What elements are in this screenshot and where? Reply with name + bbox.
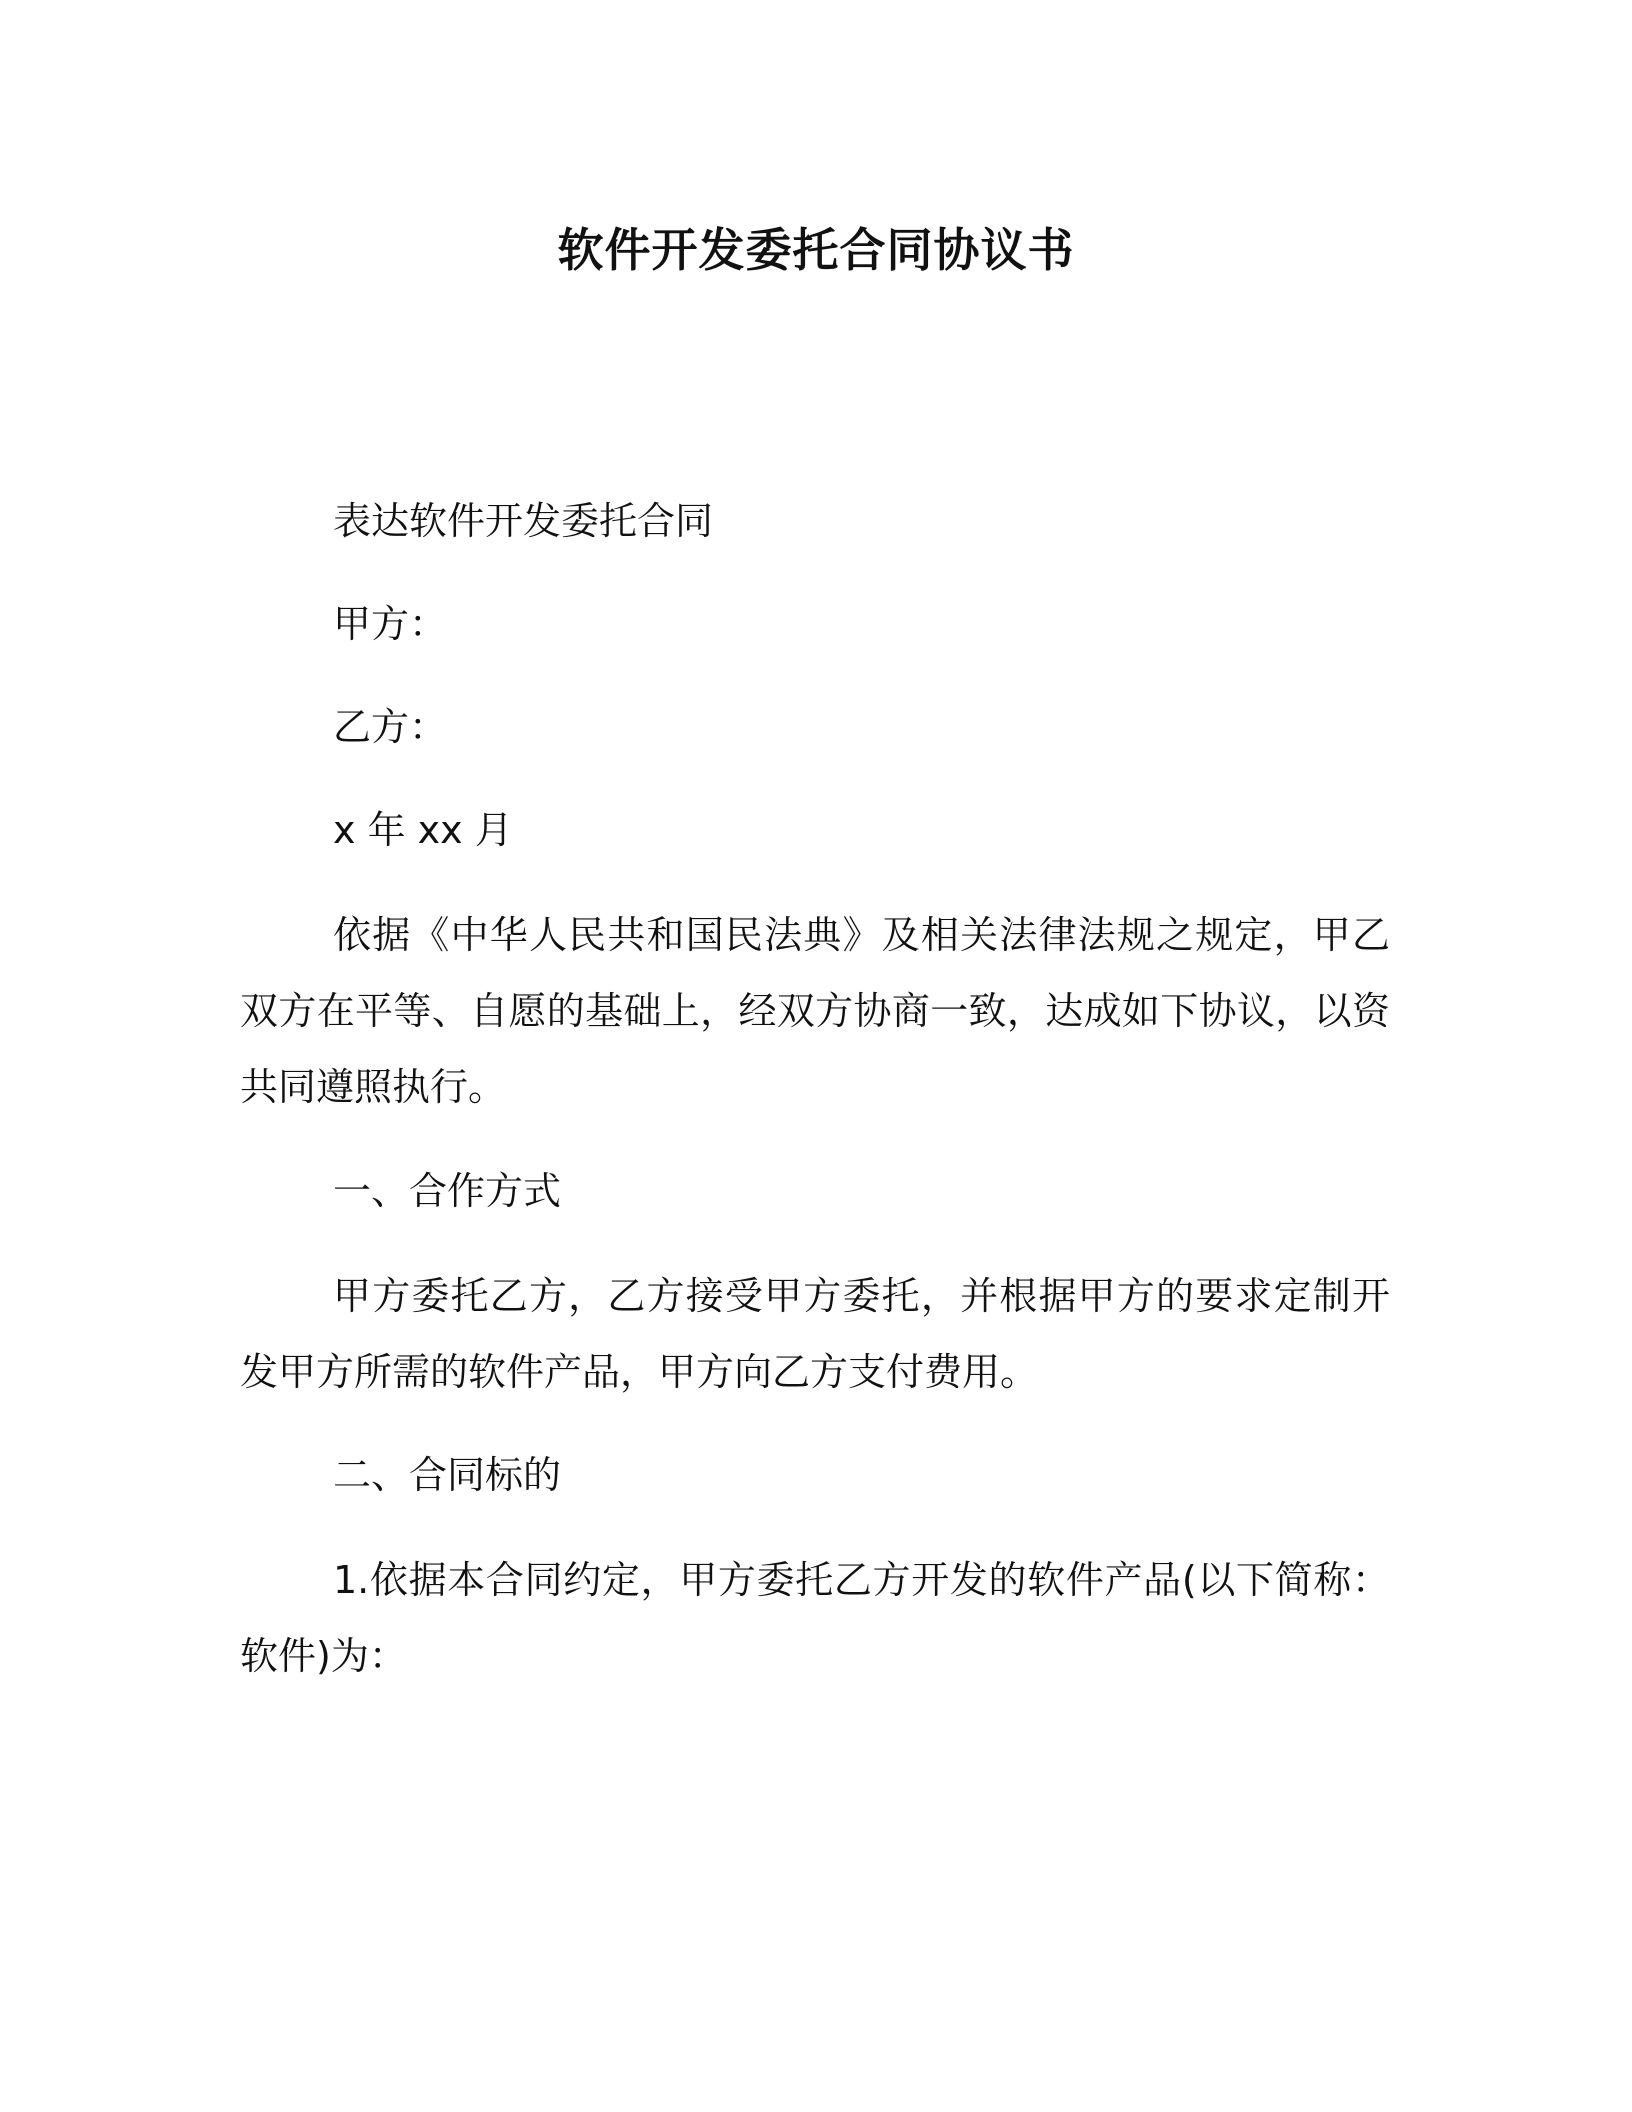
section-2-heading: 二、合同标的 bbox=[333, 1453, 562, 1497]
date-line: x 年 xx 月 bbox=[333, 808, 513, 852]
party-a-label: 甲方： bbox=[333, 602, 448, 646]
section-1-paragraph: 甲方委托乙方，乙方接受甲方委托，并根据甲方的要求定制开发甲方所需的软件产品，甲方向乙方支付费用。 bbox=[240, 1274, 1390, 1394]
section-1-heading: 一、合作方式 bbox=[333, 1169, 562, 1213]
party-b-label: 乙方： bbox=[333, 705, 448, 749]
document-title: 软件开发委托合同协议书 bbox=[557, 223, 1075, 277]
preamble-paragraph: 依据《中华人民共和国民法典》及相关法律法规之规定，甲乙双方在平等、自愿的基础上，经双方协商一致，达成如下协议，以资共同遵照执行。 bbox=[240, 913, 1390, 1109]
contract-subtitle: 表达软件开发委托合同 bbox=[333, 499, 714, 543]
section-2-item-1: 1.依据本合同约定，甲方委托乙方开发的软件产品(以下简称：软件)为： bbox=[240, 1558, 1390, 1678]
